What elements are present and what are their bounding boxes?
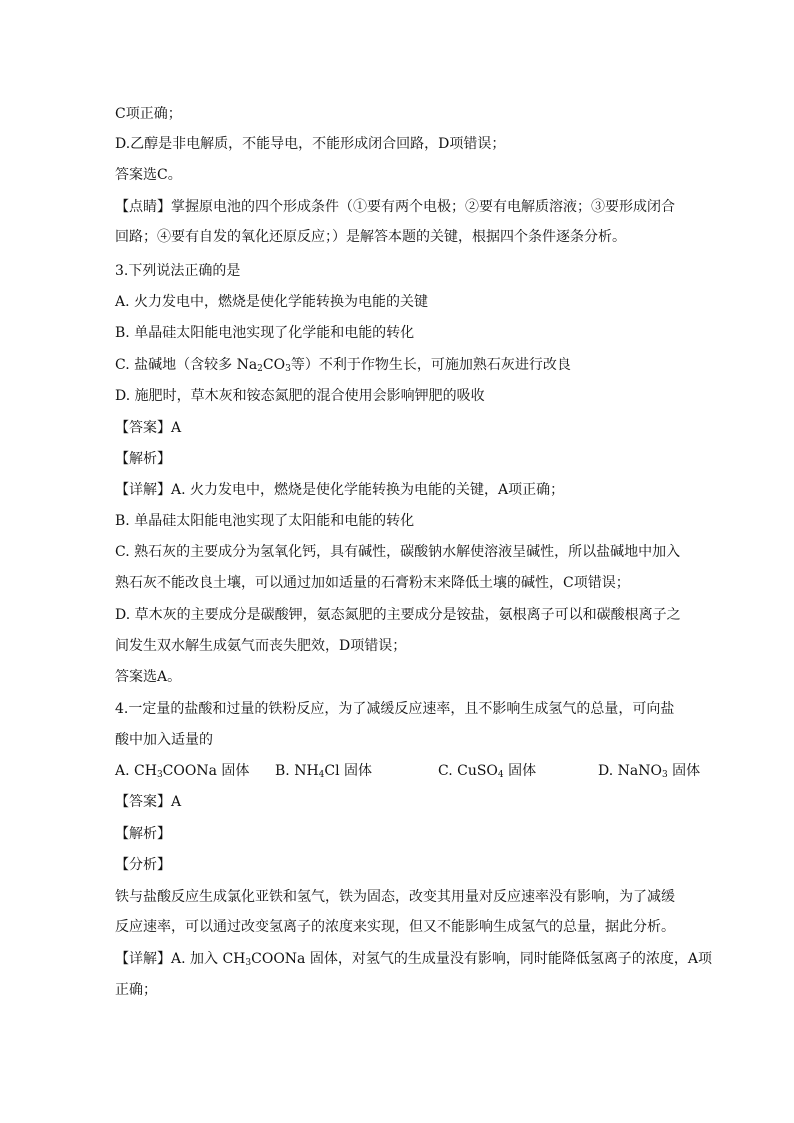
text-span: C. CuSO bbox=[438, 763, 498, 779]
text-span: COONa 固体 bbox=[162, 763, 250, 779]
explanation-line: C. 熟石灰的主要成分为氢氧化钙，具有碱性，碳酸钠水解使溶液呈碱性，所以盐碱地中加入 bbox=[115, 544, 681, 560]
question-4-stem: 4.一定量的盐酸和过量的铁粉反应，为了减缓反应速率，且不影响生成氢气的总量，可向盐 bbox=[115, 701, 675, 717]
text-span: 等）不利于作物生长，可施加熟石灰进行改良 bbox=[290, 357, 571, 373]
answer-label: 【答案】A bbox=[115, 794, 182, 810]
explanation-line: 间发生双水解生成氨气而丧失肥效，D项错误； bbox=[115, 638, 407, 654]
explanation-line: 铁与盐酸反应生成氯化亚铁和氢气，铁为固态，改变其用量对反应速率没有影响，为了减缓 bbox=[115, 889, 675, 905]
text-span: Cl 固体 bbox=[324, 763, 373, 779]
explanation-line: B. 单晶硅太阳能电池实现了太阳能和电能的转化 bbox=[115, 513, 415, 529]
explanation-line: 反应速率，可以通过改变氢离子的浓度来实现，但又不能影响生成氢气的总量，据此分析。 bbox=[115, 919, 675, 935]
text-span: 【详解】A. 加入 CH bbox=[115, 951, 246, 967]
text-span: COONa 固体，对氢气的生成量没有影响，同时能降低氢离子的浓度，A项 bbox=[251, 951, 712, 967]
question-3-option-d: D. 施肥时，草木灰和铵态氮肥的混合使用会影响钾肥的吸收 bbox=[115, 388, 485, 404]
tip-paragraph-line: 【点睛】掌握原电池的四个形成条件（①要有两个电极；②要有电解质溶液；③要形成闭合 bbox=[115, 199, 675, 215]
text-span: CO bbox=[262, 357, 286, 373]
question-3-stem: 3.下列说法正确的是 bbox=[115, 263, 241, 279]
analysis-label: 【解析】 bbox=[115, 451, 171, 467]
question-3-option-c bbox=[115, 356, 571, 374]
answer-label: 【答案】A bbox=[115, 420, 182, 436]
text-span: A. CH bbox=[115, 763, 157, 779]
subscript: 3 bbox=[285, 364, 291, 374]
text-span: 固体 bbox=[503, 763, 537, 779]
explanation-line bbox=[115, 950, 712, 968]
question-4-option-b bbox=[275, 762, 372, 780]
subscript: 3 bbox=[661, 770, 668, 780]
explanation-line: 【详解】A. 火力发电中，燃烧是使化学能转换为电能的关键，A项正确； bbox=[115, 482, 565, 498]
question-4-option-a bbox=[115, 762, 249, 780]
subscript: 3 bbox=[245, 958, 252, 968]
text-span: C. 盐碱地（含较多 Na bbox=[115, 357, 258, 373]
text-span: D. NaNO bbox=[598, 763, 662, 779]
explanation-line: 正确； bbox=[115, 982, 157, 998]
analysis-label: 【解析】 bbox=[115, 826, 171, 842]
text-line: C项正确； bbox=[115, 106, 182, 122]
subscript: 3 bbox=[156, 770, 163, 780]
subscript: 4 bbox=[497, 770, 504, 780]
question-4-stem: 酸中加入适量的 bbox=[115, 732, 213, 748]
question-3-option-a: A. 火力发电中，燃烧是使化学能转换为电能的关键 bbox=[115, 294, 429, 310]
question-4-option-c bbox=[438, 762, 536, 780]
explanation-line: D. 草木灰的主要成分是碳酸钾，氨态氮肥的主要成分是铵盐，氨根离子可以和碳酸根离子之 bbox=[115, 607, 681, 623]
text-line: 答案选C。 bbox=[115, 167, 182, 183]
question-4-option-d bbox=[598, 762, 700, 780]
tip-paragraph-line: 回路；④要有自发的氧化还原反应；）是解答本题的关键，根据四个条件逐条分析。 bbox=[115, 229, 626, 245]
question-3-option-b: B. 单晶硅太阳能电池实现了化学能和电能的转化 bbox=[115, 325, 415, 341]
text-span: 固体 bbox=[667, 763, 701, 779]
text-line: 答案选A。 bbox=[115, 669, 182, 685]
explanation-line: 熟石灰不能改良土壤，可以通过加如适量的石膏粉末来降低土壤的碱性，C项错误； bbox=[115, 575, 630, 591]
subscript: 4 bbox=[318, 770, 325, 780]
analysis-subheading: 【分析】 bbox=[115, 857, 171, 873]
text-line: D.乙醇是非电解质，不能导电，不能形成闭合回路，D项错误； bbox=[115, 136, 506, 152]
subscript: 2 bbox=[257, 364, 263, 374]
text-span: B. NH bbox=[275, 763, 319, 779]
